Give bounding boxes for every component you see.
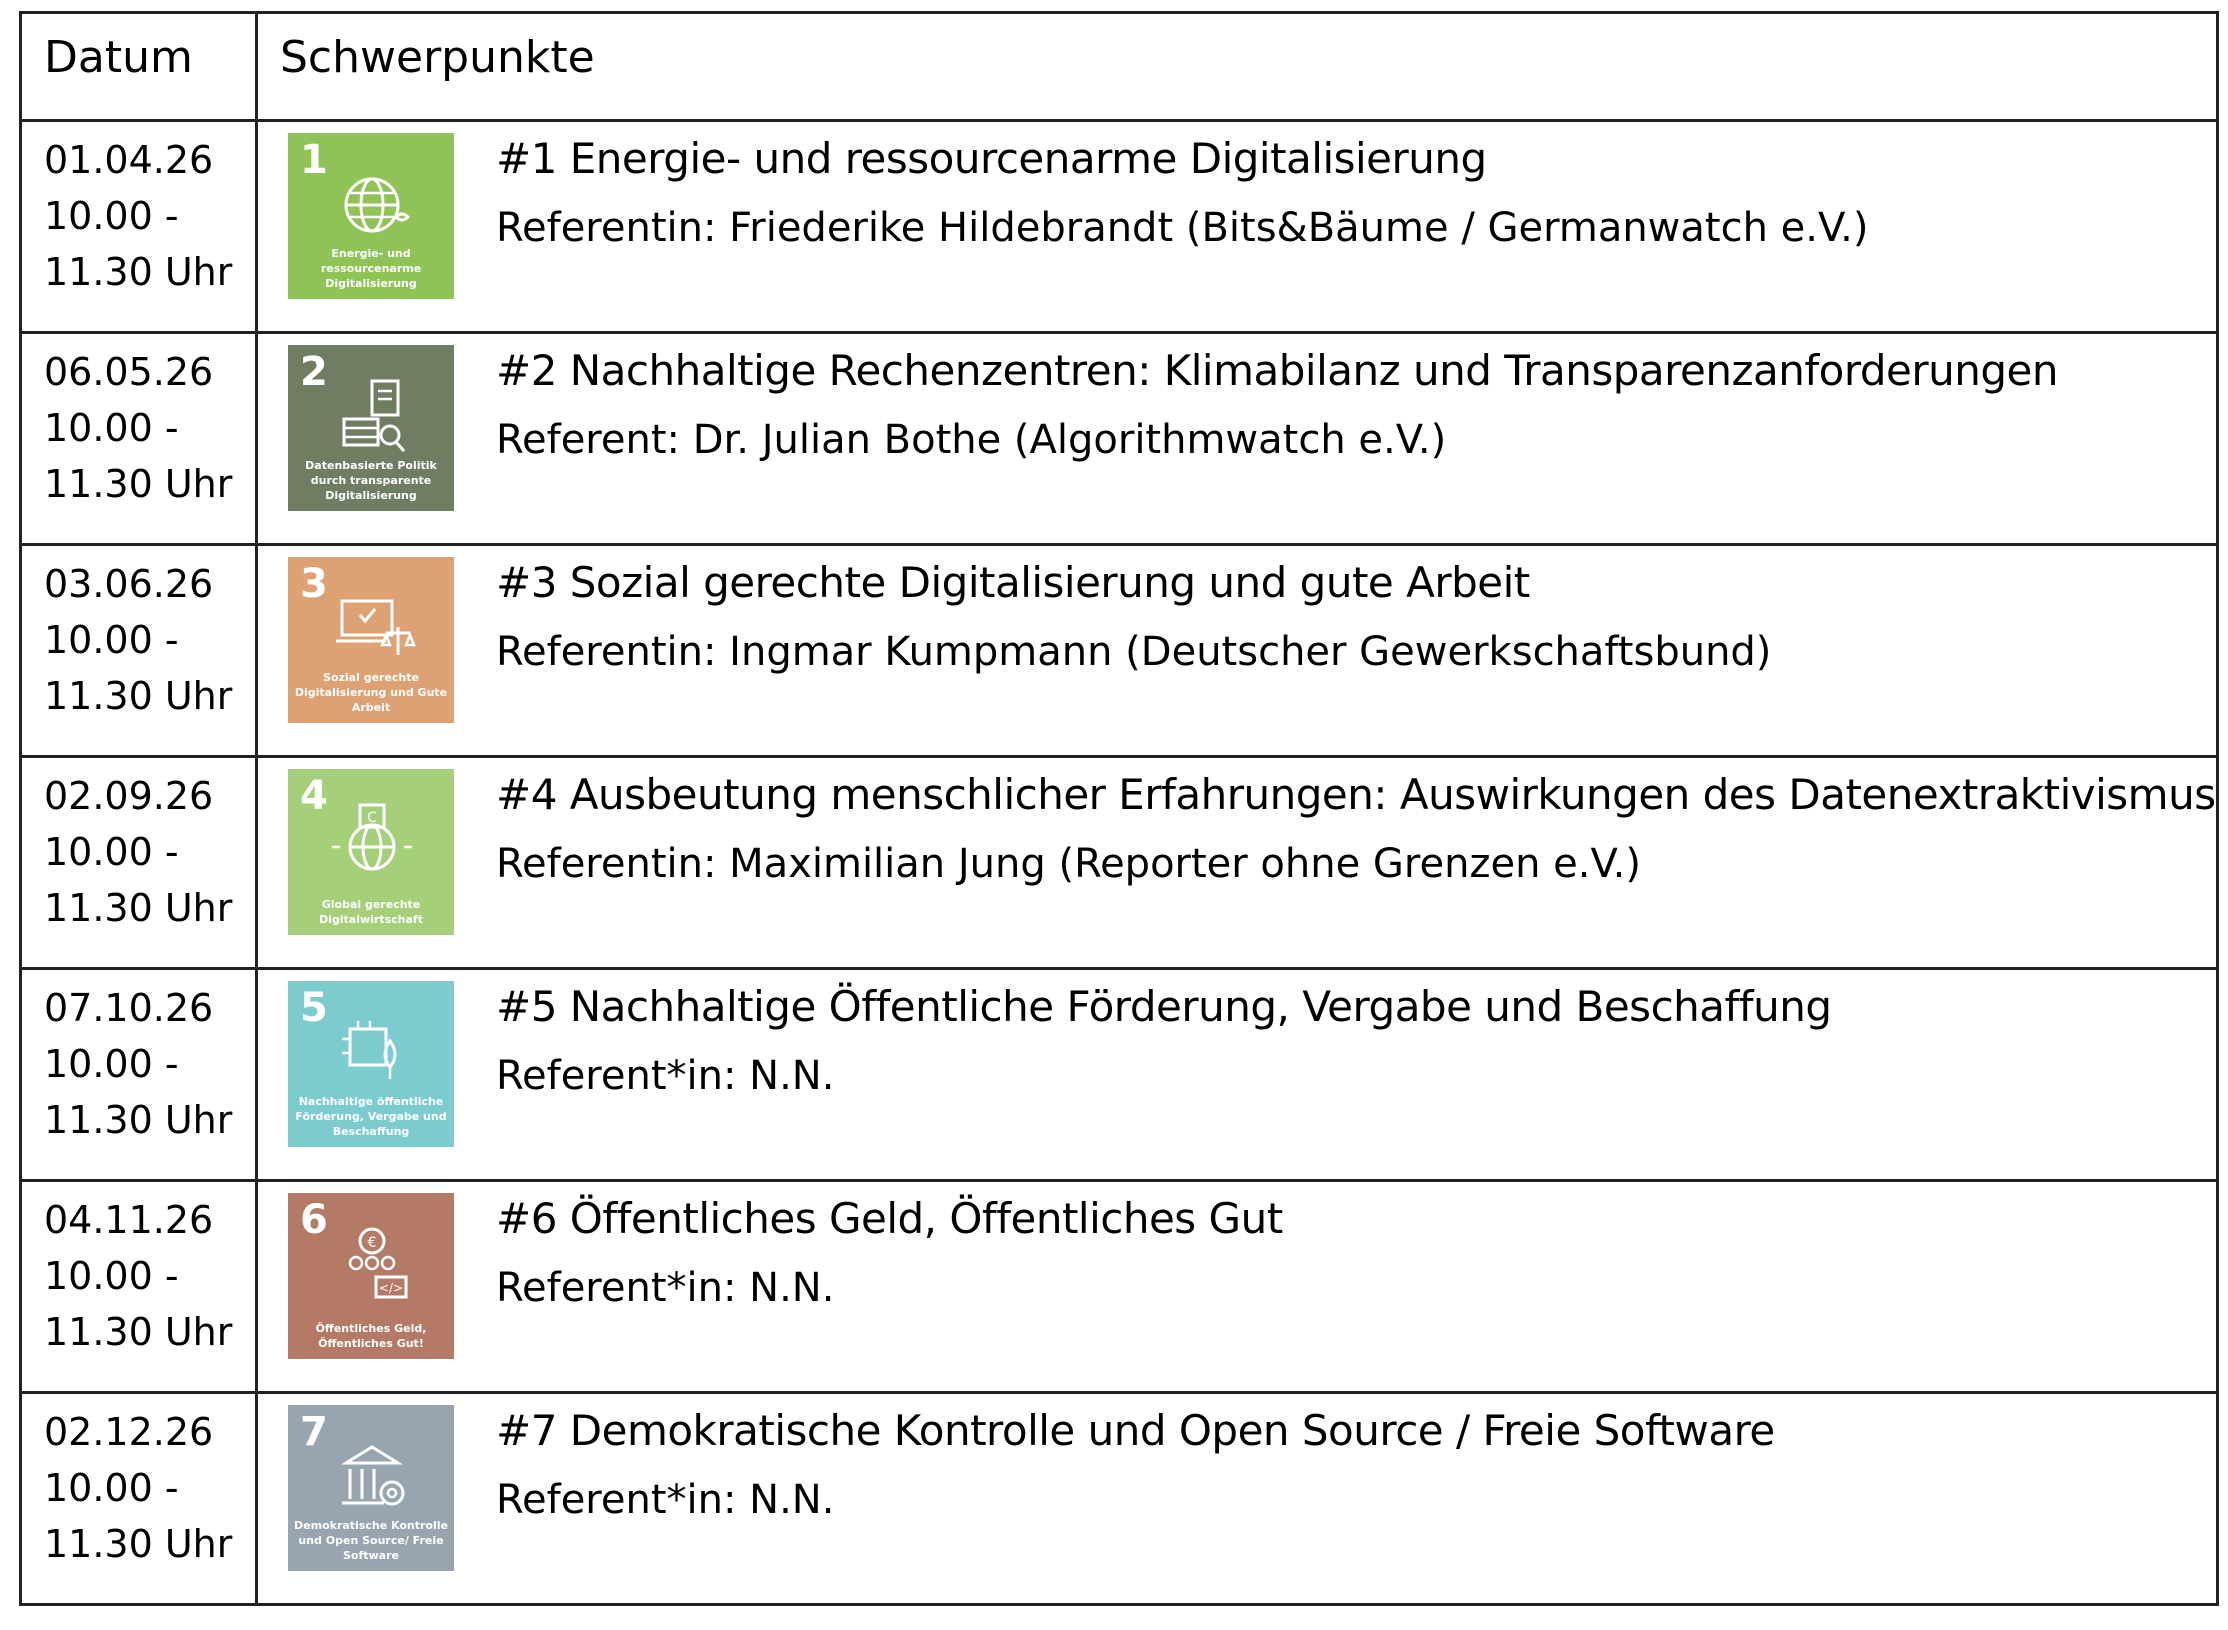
date-cell	[21, 545, 257, 757]
table-row-3	[21, 545, 2218, 757]
topic-text	[496, 130, 2206, 256]
table-row-7	[21, 1393, 2218, 1605]
session-time-start: 10.00 -	[44, 1042, 179, 1086]
session-time-start: 10.00 -	[44, 194, 179, 238]
topic-title: #2 Nachhaltige Rechenzentren: Klimabilanz und Transparenzanforderungen	[496, 346, 2058, 395]
date-cell	[21, 121, 257, 333]
globe-network-icon	[326, 163, 418, 247]
table-row-1	[21, 121, 2218, 333]
tile-number: 3	[300, 561, 328, 607]
date-cell	[21, 757, 257, 969]
topic-speaker: Referentin: Maximilian Jung (Reporter ohne Grenzen e.V.)	[496, 841, 1641, 887]
topic-tile	[288, 133, 454, 299]
topic-speaker: Referentin: Friederike Hildebrandt (Bits&Bäume / Germanwatch e.V.)	[496, 205, 1869, 251]
tile-number: 6	[300, 1197, 328, 1243]
session-date: 03.06.26	[44, 562, 214, 606]
session-date: 01.04.26	[44, 138, 214, 182]
table-row-6	[21, 1181, 2218, 1393]
topic-speaker: Referent*in: N.N.	[496, 1477, 835, 1523]
topic-text	[496, 978, 2206, 1104]
tile-caption: Energie- und ressourcenarme Digitalisierung	[320, 247, 422, 290]
topic-cell	[257, 1393, 2218, 1605]
topic-speaker: Referent*in: N.N.	[496, 1265, 835, 1311]
topic-title: #1 Energie- und ressourcenarme Digitalisierung	[496, 134, 1487, 183]
topic-speaker: Referent: Dr. Julian Bothe (Algorithmwatch e.V.)	[496, 417, 1447, 463]
date-cell	[21, 1393, 257, 1605]
session-time-start: 10.00 -	[44, 406, 179, 450]
topic-text	[496, 1402, 2206, 1528]
topic-title: #6 Öffentliches Geld, Öffentliches Gut	[496, 1194, 1283, 1243]
building-opensource-icon	[326, 1435, 418, 1519]
tile-number: 4	[300, 773, 328, 819]
svg-text:</>: </>	[378, 1281, 404, 1295]
date-column-header: Datum	[21, 13, 257, 121]
topic-speaker: Referentin: Ingmar Kumpmann (Deutscher Gewerkschaftsbund)	[496, 629, 1772, 675]
svg-text:C: C	[367, 810, 377, 826]
tile-number: 1	[300, 137, 328, 183]
topic-text	[496, 766, 2216, 892]
tile-caption: Öffentliches Geld, Öffentliches Gut!	[315, 1322, 427, 1350]
topic-title: #5 Nachhaltige Öffentliche Förderung, Vergabe und Beschaffung	[496, 982, 1832, 1031]
schedule-table	[19, 11, 2219, 1606]
date-cell	[21, 969, 257, 1181]
session-time-start: 10.00 -	[44, 1254, 179, 1298]
topic-column-header: Schwerpunkte	[257, 13, 2218, 121]
table-row-5	[21, 969, 2218, 1181]
topic-tile	[288, 1193, 454, 1359]
circuit-leaf-icon	[326, 1011, 418, 1095]
tile-caption: Global gerechte Digitalwirtschaft	[319, 898, 423, 926]
data-document-search-icon	[326, 375, 418, 459]
session-time-start: 10.00 -	[44, 830, 179, 874]
session-time-end: 11.30 Uhr	[44, 886, 233, 930]
tile-number: 5	[300, 985, 328, 1031]
table-row-2	[21, 333, 2218, 545]
topic-tile	[288, 345, 454, 511]
tile-caption: Demokratische Kontrolle und Open Source/ Freie Software	[294, 1519, 448, 1562]
table-row-4	[21, 757, 2218, 969]
session-date: 02.09.26	[44, 774, 214, 818]
tile-caption: Datenbasierte Politik durch transparente Digitalisierung	[305, 459, 437, 502]
topic-text	[496, 342, 2206, 468]
topic-title: #4 Ausbeutung menschlicher Erfahrungen: Auswirkungen des Datenextraktivismus	[496, 770, 2216, 819]
topic-cell	[257, 333, 2218, 545]
session-date: 02.12.26	[44, 1410, 214, 1454]
tile-number: 2	[300, 349, 328, 395]
topic-tile	[288, 557, 454, 723]
topic-cell	[257, 757, 2218, 969]
session-time-start: 10.00 -	[44, 1466, 179, 1510]
topic-text	[496, 554, 2206, 680]
tile-caption: Sozial gerechte Digitalisierung und Gute Arbeit	[294, 671, 448, 714]
tile-caption: Nachhaltige öffentliche Förderung, Vergabe und Beschaffung	[295, 1095, 447, 1138]
topic-tile	[288, 1405, 454, 1571]
session-time-end: 11.30 Uhr	[44, 250, 233, 294]
svg-text:€: €	[367, 1235, 377, 1251]
topic-tile	[288, 769, 454, 935]
tile-number: 7	[300, 1409, 328, 1455]
session-date: 06.05.26	[44, 350, 214, 394]
session-time-end: 11.30 Uhr	[44, 1098, 233, 1142]
topic-cell	[257, 969, 2218, 1181]
session-date: 07.10.26	[44, 986, 214, 1030]
globe-chip-icon	[326, 799, 418, 883]
laptop-scales-icon	[326, 587, 418, 671]
topic-speaker: Referent*in: N.N.	[496, 1053, 835, 1099]
session-time-end: 11.30 Uhr	[44, 674, 233, 718]
date-cell	[21, 1181, 257, 1393]
date-cell	[21, 333, 257, 545]
topic-cell	[257, 545, 2218, 757]
session-time-start: 10.00 -	[44, 618, 179, 662]
session-time-end: 11.30 Uhr	[44, 1522, 233, 1566]
session-time-end: 11.30 Uhr	[44, 1310, 233, 1354]
table-header-row	[21, 13, 2218, 121]
topic-text	[496, 1190, 2206, 1316]
topic-cell	[257, 1181, 2218, 1393]
people-euro-code-icon	[326, 1223, 418, 1307]
session-time-end: 11.30 Uhr	[44, 462, 233, 506]
topic-cell	[257, 121, 2218, 333]
session-date: 04.11.26	[44, 1198, 214, 1242]
topic-tile	[288, 981, 454, 1147]
topic-title: #7 Demokratische Kontrolle und Open Source / Freie Software	[496, 1406, 1775, 1455]
topic-title: #3 Sozial gerechte Digitalisierung und gute Arbeit	[496, 558, 1530, 607]
